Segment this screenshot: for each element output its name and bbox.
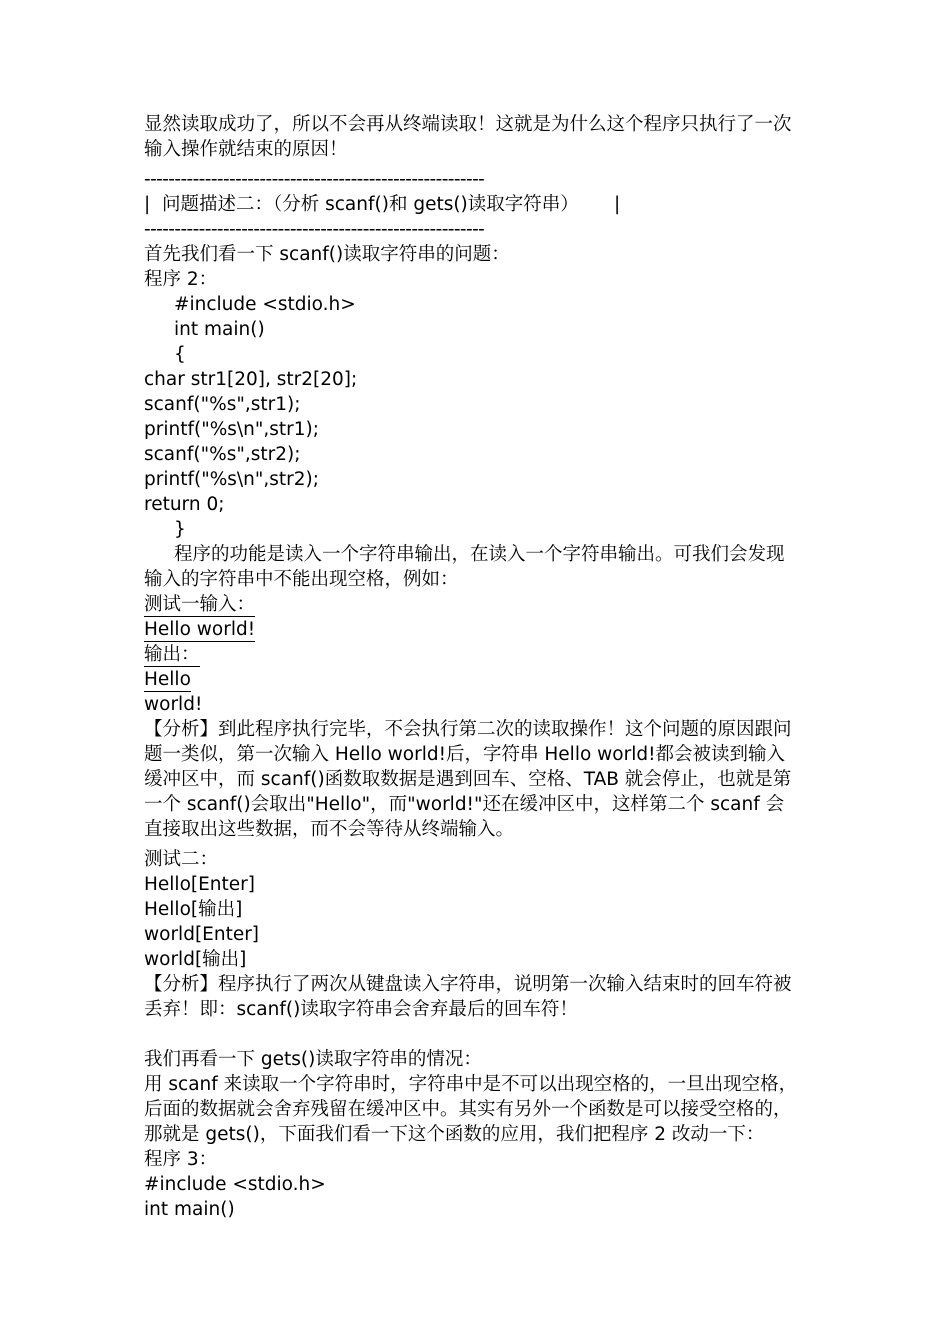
code-line: scanf("%s",str1); bbox=[144, 394, 301, 415]
code-line: #include <stdio.h> bbox=[174, 294, 356, 315]
analysis-text: 丢弃！即：scanf()读取字符串会舍弃最后的回车符！ bbox=[144, 999, 578, 1020]
separator-line: -------------------------------------------------------- bbox=[144, 169, 485, 190]
text-line: 我们再看一下 gets()读取字符串的情况： bbox=[144, 1049, 482, 1070]
text-line: 测试二： bbox=[144, 849, 219, 870]
text-line: 用 scanf 来读取一个字符串时，字符串中是不可以出现空格的，一旦出现空格， bbox=[144, 1074, 798, 1095]
output-label: 输出： bbox=[144, 644, 200, 665]
analysis-text: 一个 scanf()会取出"Hello"，而"world!"还在缓冲区中，这样第二个 scanf 会 bbox=[144, 794, 785, 815]
text-line: 那就是 gets()，下面我们看一下这个函数的应用，我们把程序 2 改动一下： bbox=[144, 1124, 765, 1145]
code-line: int main() bbox=[174, 319, 265, 340]
code-line: return 0; bbox=[144, 494, 225, 515]
section-heading: | 问题描述二：（分析 scanf()和 gets()读取字符串） | bbox=[144, 194, 621, 215]
text-line: 后面的数据就会舍弃残留在缓冲区中。其实有另外一个函数是可以接受空格的， bbox=[144, 1099, 792, 1120]
analysis-text: 【分析】程序执行了两次从键盘读入字符串，说明第一次输入结束时的回车符被 bbox=[144, 974, 792, 995]
text-line: 程序的功能是读入一个字符串输出，在读入一个字符串输出。可我们会发现 bbox=[174, 544, 785, 565]
code-line: { bbox=[174, 344, 186, 365]
text-line: 输入的字符串中不能出现空格，例如： bbox=[144, 569, 459, 590]
text-line: 程序 3： bbox=[144, 1149, 218, 1170]
text-line: 输入操作就结束的原因！ bbox=[144, 139, 348, 160]
analysis-text: 直接取出这些数据，而不会等待从终端输入。 bbox=[144, 819, 515, 840]
test-value: Hello world! bbox=[144, 619, 256, 640]
output-value: world! bbox=[144, 694, 203, 715]
code-line: char str1[20], str2[20]; bbox=[144, 369, 358, 390]
document-page bbox=[144, 112, 814, 1222]
separator-line: -------------------------------------------------------- bbox=[144, 219, 485, 240]
code-line: #include <stdio.h> bbox=[144, 1174, 326, 1195]
code-line: printf("%s\n",str1); bbox=[144, 419, 319, 440]
code-line: scanf("%s",str2); bbox=[144, 444, 301, 465]
code-line: printf("%s\n",str2); bbox=[144, 469, 319, 490]
text-line: Hello[输出] bbox=[144, 899, 243, 920]
text-line: 显然读取成功了，所以不会再从终端读取！这就是为什么这个程序只执行了一次 bbox=[144, 114, 792, 135]
analysis-text: 题一类似，第一次输入 Hello world!后，字符串 Hello world!都会被读到输入 bbox=[144, 744, 786, 765]
test-label: 测试一输入： bbox=[144, 594, 256, 615]
output-value: Hello bbox=[144, 669, 191, 690]
analysis-text: 缓冲区中，而 scanf()函数取数据是遇到回车、空格、TAB 就会停止，也就是第 bbox=[144, 769, 792, 790]
text-line: world[输出] bbox=[144, 949, 247, 970]
text-line: 程序 2： bbox=[144, 269, 218, 290]
text-line: 首先我们看一下 scanf()读取字符串的问题： bbox=[144, 244, 510, 265]
text-line: Hello[Enter] bbox=[144, 874, 255, 895]
code-line: int main() bbox=[144, 1199, 235, 1220]
analysis-text: 【分析】到此程序执行完毕，不会执行第二次的读取操作！这个问题的原因跟问 bbox=[144, 719, 792, 740]
text-line: world[Enter] bbox=[144, 924, 260, 945]
code-line: } bbox=[174, 519, 186, 540]
